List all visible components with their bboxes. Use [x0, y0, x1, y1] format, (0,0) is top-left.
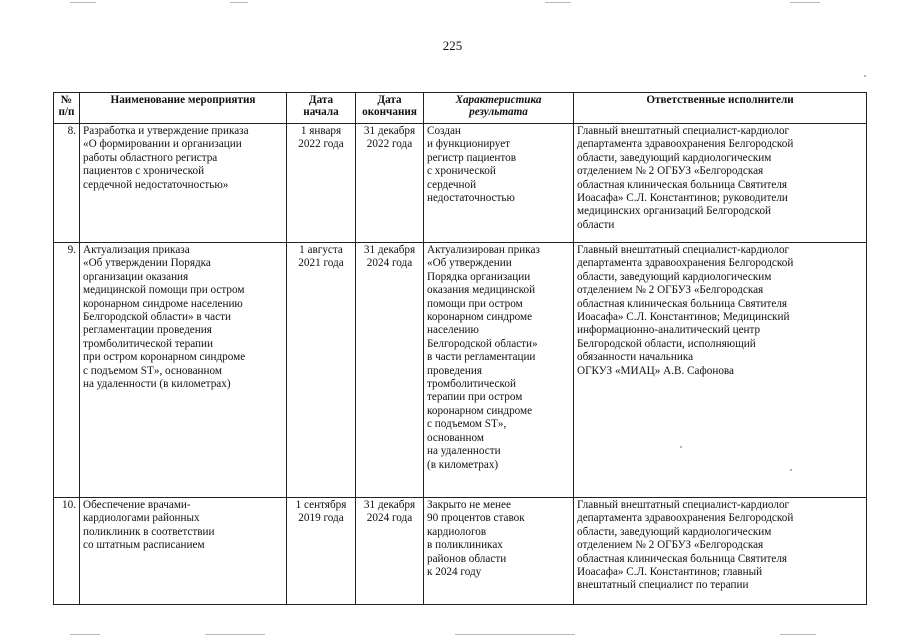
start-date: 1 августа 2021 года [287, 243, 356, 498]
header-result: Характеристика результата [424, 93, 574, 124]
start-date: 1 сентября 2019 года [287, 498, 356, 605]
scan-speck [864, 75, 866, 77]
row-number: 9. [54, 243, 80, 498]
scan-mark [205, 634, 265, 635]
activities-table [53, 92, 867, 605]
table-row [54, 243, 867, 498]
result-description: Актуализирован приказ «Об утверждении Порядка организации оказания медицинской помощи при остром коронарном синдроме населению Белгородской области» в части регламентации проведения тромболитической терапии при остром коронарном синдроме с подъемом ST», основанном на удаленности (в километрах) [424, 243, 574, 498]
scan-mark [780, 634, 816, 635]
scan-mark [230, 2, 248, 3]
scan-mark [455, 634, 575, 635]
header-end-date: Дата окончания [356, 93, 424, 124]
start-date: 1 января 2022 года [287, 124, 356, 243]
table-row [54, 498, 867, 605]
activity-name: Разработка и утверждение приказа «О формировании и организации работы областного регистра пациентов с хронической сердечной недостаточностью» [80, 124, 287, 243]
header-start-date: Дата начала [287, 93, 356, 124]
end-date: 31 декабря 2024 года [356, 243, 424, 498]
row-number: 10. [54, 498, 80, 605]
header-num: № п/п [54, 93, 80, 124]
scan-mark [70, 2, 96, 3]
responsible-persons: Главный внештатный специалист-кардиолог департамента здравоохранения Белгородской области, заведующий кардиологическим отделением № 2 ОГБУЗ «Белгородская областная клиническая больница Святителя Иоасафа» С.Л. Константинов; Медицинский информационно-аналитический центр Белгородской области, исполняющий обязанности начальника ОГКУЗ «МИАЦ» А.В. Сафонова [574, 243, 867, 498]
table-row [54, 124, 867, 243]
end-date: 31 декабря 2024 года [356, 498, 424, 605]
responsible-persons: Главный внештатный специалист-кардиолог департамента здравоохранения Белгородской области, заведующий кардиологическим отделением № 2 ОГБУЗ «Белгородская областная клиническая больница Святителя Иоасафа» С.Л. Константинов; главный внештатный специалист по терапии [574, 498, 867, 605]
scan-mark [70, 634, 100, 635]
result-description: Создан и функционирует регистр пациентов с хронической сердечной недостаточностью [424, 124, 574, 243]
end-date: 31 декабря 2022 года [356, 124, 424, 243]
table-header-row [54, 93, 867, 124]
header-responsible: Ответственные исполнители [574, 93, 867, 124]
activity-name: Обеспечение врачами- кардиологами районных поликлиник в соответствии со штатным расписанием [80, 498, 287, 605]
result-description: Закрыто не менее 90 процентов ставок кардиологов в поликлиниках районов области к 2024 году [424, 498, 574, 605]
scan-mark [545, 2, 571, 3]
activity-name: Актуализация приказа «Об утверждении Порядка организации оказания медицинской помощи при остром коронарном синдроме населению Белгородской области» в части регламентации проведения тромболитической терапии при остром коронарном синдроме с подъемом ST», основанном на удаленности (в километрах) [80, 243, 287, 498]
responsible-persons: Главный внештатный специалист-кардиолог департамента здравоохранения Белгородской области, заведующий кардиологическим отделением № 2 ОГБУЗ «Белгородская областная клиническая больница Святителя Иоасафа» С.Л. Константинов; руководители медицинских организаций Белгородской области [574, 124, 867, 243]
header-name: Наименование мероприятия [80, 93, 287, 124]
row-number: 8. [54, 124, 80, 243]
page-number: 225 [442, 38, 463, 53]
scan-mark [790, 2, 820, 3]
